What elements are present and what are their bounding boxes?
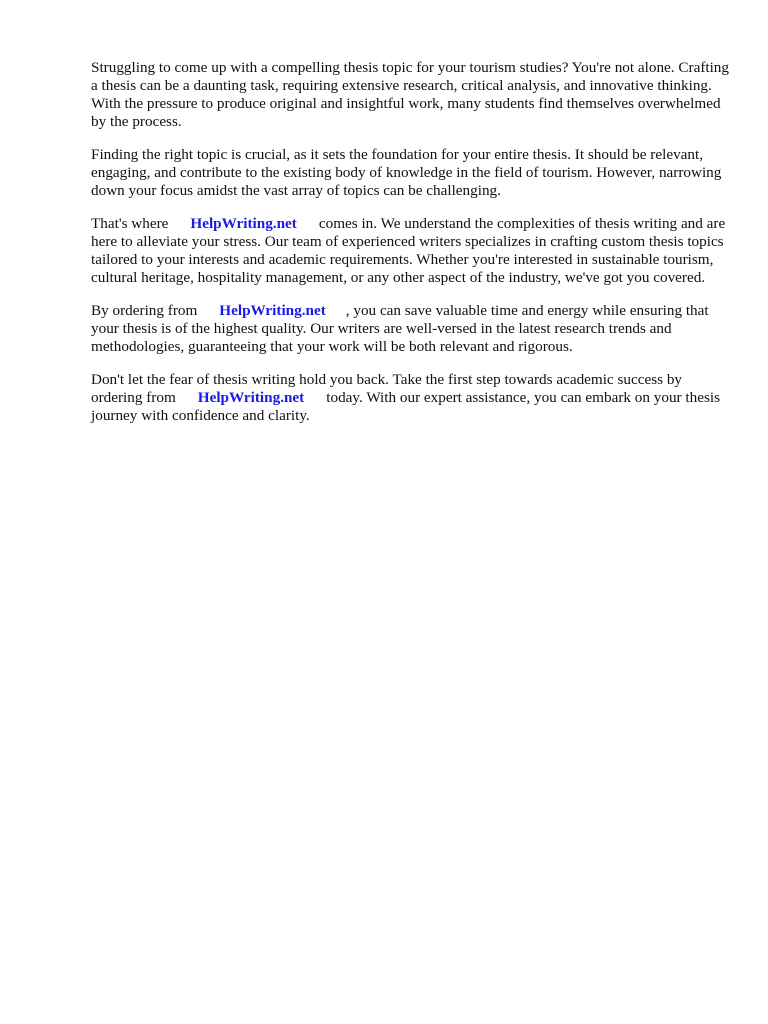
paragraph-topic-importance bbox=[91, 146, 731, 200]
helpwriting-link[interactable]: HelpWriting.net bbox=[190, 215, 297, 232]
paragraph-text-after-link: , you can save valuable time and energy while ensuring that your thesis is of the highest quality. Our writers are well-versed in the latest research trends and methodologies, guaranteeing that your work will be both relevant and rigorous. bbox=[91, 302, 709, 355]
document-body bbox=[91, 59, 731, 440]
paragraph-call-to-action bbox=[91, 371, 731, 425]
helpwriting-link[interactable]: HelpWriting.net bbox=[219, 302, 326, 319]
paragraph-text: Struggling to come up with a compelling thesis topic for your tourism studies? You're not alone. Crafting a thesis can be a daunting task, requiring extensive research, critical analysis, and innovative thinking. With the pressure to produce original and insightful work, many students find themselves overwhelmed by the process. bbox=[91, 59, 729, 130]
paragraph-text: Finding the right topic is crucial, as it sets the foundation for your entire thesis. It should be relevant, engaging, and contribute to the existing body of knowledge in the field of tourism. However, narrowing down your focus amidst the vast array of topics can be challenging. bbox=[91, 146, 722, 199]
paragraph-text-after-link: today. With our expert assistance, you can embark on your thesis journey with confidence and clarity. bbox=[91, 389, 720, 424]
helpwriting-link[interactable]: HelpWriting.net bbox=[197, 389, 305, 406]
paragraph-text-before-link: That's where bbox=[91, 215, 169, 232]
paragraph-text-before-link: Don't let the fear of thesis writing hold you back. Take the first step towards academic success by ordering from bbox=[91, 371, 683, 406]
paragraph-service-intro bbox=[91, 215, 731, 287]
paragraph-intro bbox=[91, 59, 731, 131]
paragraph-text-before-link: By ordering from bbox=[91, 302, 198, 319]
paragraph-text-after-link: comes in. We understand the complexities of thesis writing and are here to alleviate your stress. Our team of experienced writers specializes in crafting custom thesis topics tailored to your interests and academic requirements. Whether you're interested in sustainable tourism, cultural heritage, hospitality management, or any other aspect of the industry, we've got you covered. bbox=[91, 215, 726, 286]
paragraph-ordering-benefits bbox=[91, 302, 731, 356]
